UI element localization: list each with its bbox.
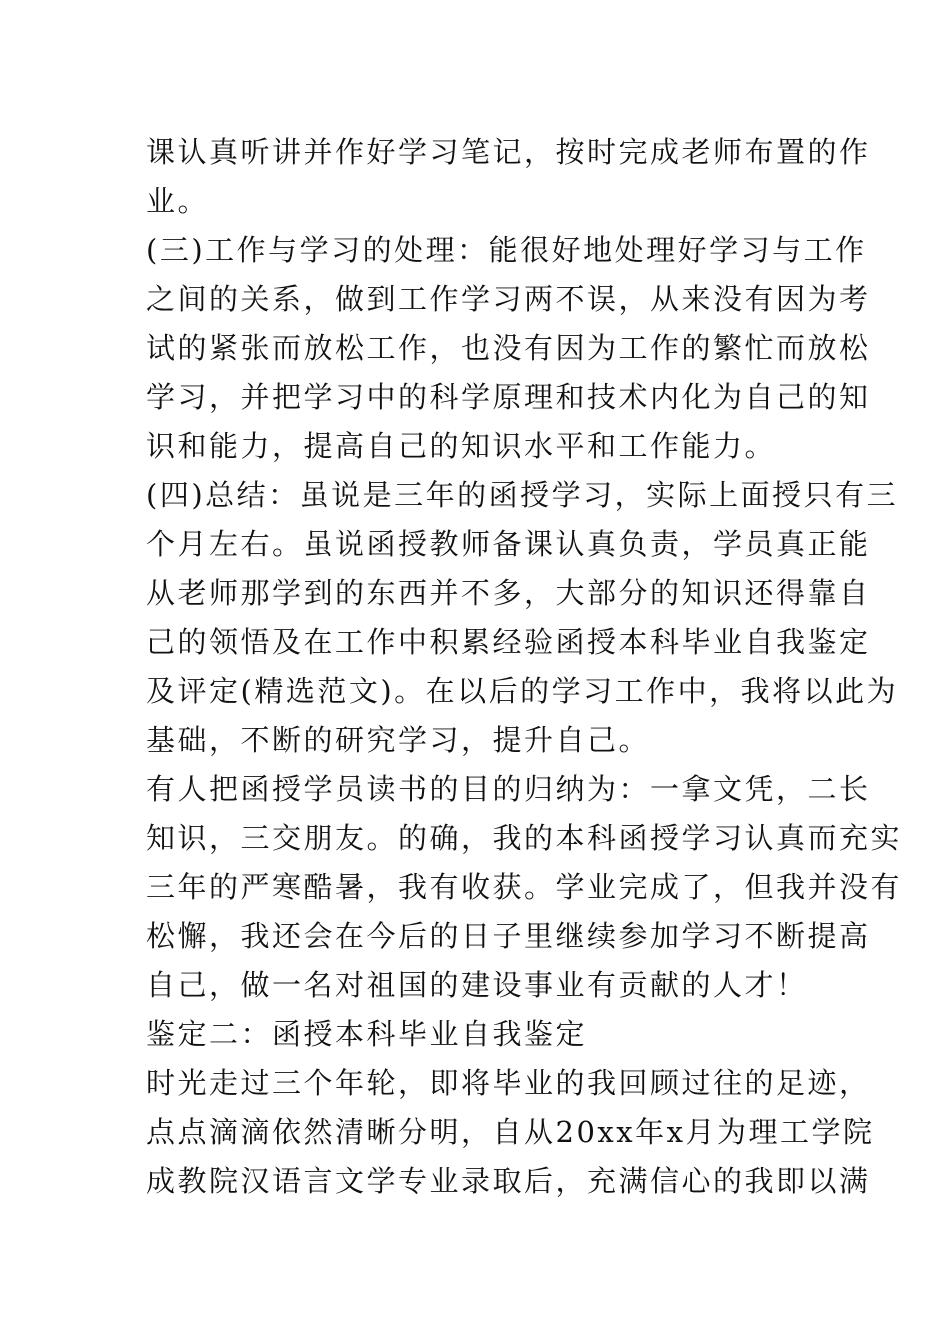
text-line-10: 从老师那学到的东西并不多，大部分的知识还得靠自 <box>146 576 871 610</box>
text-line-2: 业。 <box>146 184 210 218</box>
text-line-16: 三年的严寒酷暑，我有收获。学业完成了，但我并没有 <box>146 870 903 904</box>
document-body <box>146 128 903 1206</box>
text-line-20: 时光走过三个年轮，即将毕业的我回顾过往的足迹， <box>146 1066 871 1100</box>
text-line-4: 之间的关系，做到工作学习两不误，从来没有因为考 <box>146 282 871 316</box>
text-line-5: 试的紧张而放松工作，也没有因为工作的繁忙而放松 <box>146 331 871 365</box>
text-line-7: 识和能力，提高自己的知识水平和工作能力。 <box>146 429 777 463</box>
section-heading: 鉴定二：函授本科毕业自我鉴定 <box>146 1017 588 1051</box>
text-line-9: 个月左右。虽说函授教师备课认真负责，学员真正能 <box>146 527 871 561</box>
text-line-11: 己的领悟及在工作中积累经验函授本科毕业自我鉴定 <box>146 625 871 659</box>
text-line-1: 课认真听讲并作好学习笔记，按时完成老师布置的作 <box>146 135 871 169</box>
text-line-14: 有人把函授学员读书的目的归纳为：一拿文凭，二长 <box>146 772 871 806</box>
text-line-22: 成教院汉语言文学专业录取后，充满信心的我即以满 <box>146 1164 871 1198</box>
text-line-18: 自己，做一名对祖国的建设事业有贡献的人才！ <box>146 968 808 1002</box>
text-line-13: 基础，不断的研究学习，提升自己。 <box>146 723 651 757</box>
text-line-6: 学习，并把学习中的科学原理和技术内化为自己的知 <box>146 380 871 414</box>
text-line-8: (四)总结：虽说是三年的函授学习，实际上面授只有三 <box>146 478 899 512</box>
text-line-21: 点点滴滴依然清晰分明，自从20xx年x月为理工学院 <box>146 1115 875 1149</box>
text-line-17: 松懈，我还会在今后的日子里继续参加学习不断提高 <box>146 919 871 953</box>
text-line-12: 及评定(精选范文)。在以后的学习工作中，我将以此为 <box>146 674 899 708</box>
text-line-15: 知识，三交朋友。的确，我的本科函授学习认真而充实 <box>146 821 903 855</box>
text-line-3: (三)工作与学习的处理：能很好地处理好学习与工作 <box>146 233 867 267</box>
